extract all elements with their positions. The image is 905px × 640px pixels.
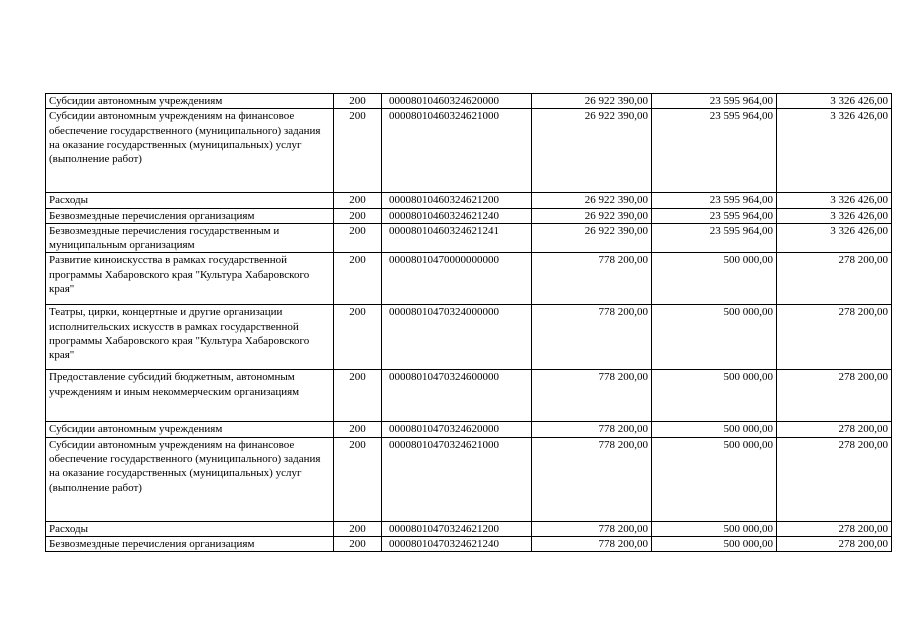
table-row <box>46 437 892 521</box>
row-amount-remaining-cell: 278 200,00 <box>777 253 892 305</box>
row-amount-remaining-cell: 3 326 426,00 <box>777 193 892 208</box>
row-kbk-cell: 00008010470324600000 <box>382 370 532 422</box>
table-row <box>46 253 892 305</box>
row-name-cell: Субсидии автономным учреждениям <box>46 94 334 109</box>
row-amount-executed-cell: 500 000,00 <box>652 253 777 305</box>
row-code-cell: 200 <box>334 521 382 536</box>
row-code-cell: 200 <box>334 253 382 305</box>
row-code-cell: 200 <box>334 437 382 521</box>
row-name-cell: Безвозмездные перечисления государственным и муниципальным организациям <box>46 223 334 253</box>
row-amount-remaining-cell: 278 200,00 <box>777 521 892 536</box>
budget-table-body <box>46 94 892 552</box>
row-amount-total-cell: 26 922 390,00 <box>532 223 652 253</box>
row-kbk-cell: 00008010460324621000 <box>382 109 532 193</box>
row-code-cell: 200 <box>334 208 382 223</box>
row-kbk-cell: 00008010470324621000 <box>382 437 532 521</box>
row-amount-executed-cell: 500 000,00 <box>652 422 777 437</box>
row-name-cell: Субсидии автономным учреждениям <box>46 422 334 437</box>
table-row <box>46 208 892 223</box>
row-code-cell: 200 <box>334 422 382 437</box>
row-amount-remaining-cell: 278 200,00 <box>777 537 892 552</box>
row-amount-remaining-cell: 3 326 426,00 <box>777 208 892 223</box>
row-amount-total-cell: 778 200,00 <box>532 422 652 437</box>
row-amount-remaining-cell: 278 200,00 <box>777 370 892 422</box>
table-row <box>46 305 892 370</box>
row-name-cell: Субсидии автономным учреждениям на финансовое обеспечение государственного (муниципального) задания на оказание государственных (муниципальных) услуг (выполнение работ) <box>46 109 334 193</box>
row-amount-total-cell: 26 922 390,00 <box>532 208 652 223</box>
row-kbk-cell: 00008010470324621240 <box>382 537 532 552</box>
row-name-cell: Субсидии автономным учреждениям на финансовое обеспечение государственного (муниципального) задания на оказание государственных (муниципальных) услуг (выполнение работ) <box>46 437 334 521</box>
row-name-cell: Расходы <box>46 521 334 536</box>
row-kbk-cell: 00008010460324621200 <box>382 193 532 208</box>
row-amount-executed-cell: 500 000,00 <box>652 437 777 521</box>
row-kbk-cell: 00008010470324621200 <box>382 521 532 536</box>
row-name-cell: Расходы <box>46 193 334 208</box>
row-amount-total-cell: 778 200,00 <box>532 253 652 305</box>
row-kbk-cell: 00008010470324620000 <box>382 422 532 437</box>
table-row <box>46 370 892 422</box>
table-row <box>46 94 892 109</box>
row-amount-total-cell: 778 200,00 <box>532 521 652 536</box>
row-amount-executed-cell: 500 000,00 <box>652 305 777 370</box>
row-code-cell: 200 <box>334 223 382 253</box>
row-name-cell: Безвозмездные перечисления организациям <box>46 537 334 552</box>
row-kbk-cell: 00008010470000000000 <box>382 253 532 305</box>
table-row <box>46 422 892 437</box>
row-name-cell: Безвозмездные перечисления организациям <box>46 208 334 223</box>
row-kbk-cell: 00008010460324621240 <box>382 208 532 223</box>
row-amount-total-cell: 26 922 390,00 <box>532 109 652 193</box>
row-amount-executed-cell: 23 595 964,00 <box>652 94 777 109</box>
row-amount-total-cell: 26 922 390,00 <box>532 193 652 208</box>
row-amount-total-cell: 778 200,00 <box>532 305 652 370</box>
row-kbk-cell: 00008010470324000000 <box>382 305 532 370</box>
row-code-cell: 200 <box>334 109 382 193</box>
row-kbk-cell: 00008010460324621241 <box>382 223 532 253</box>
row-amount-executed-cell: 23 595 964,00 <box>652 208 777 223</box>
row-amount-executed-cell: 500 000,00 <box>652 537 777 552</box>
table-row <box>46 193 892 208</box>
row-amount-total-cell: 778 200,00 <box>532 370 652 422</box>
row-amount-executed-cell: 23 595 964,00 <box>652 193 777 208</box>
row-code-cell: 200 <box>334 537 382 552</box>
row-amount-remaining-cell: 3 326 426,00 <box>777 109 892 193</box>
row-code-cell: 200 <box>334 370 382 422</box>
row-amount-remaining-cell: 278 200,00 <box>777 305 892 370</box>
row-amount-total-cell: 778 200,00 <box>532 537 652 552</box>
table-row <box>46 223 892 253</box>
row-amount-executed-cell: 23 595 964,00 <box>652 109 777 193</box>
row-amount-total-cell: 778 200,00 <box>532 437 652 521</box>
row-name-cell: Предоставление субсидий бюджетным, автономным учреждениям и иным некоммерческим организациям <box>46 370 334 422</box>
row-amount-remaining-cell: 3 326 426,00 <box>777 223 892 253</box>
row-code-cell: 200 <box>334 193 382 208</box>
row-amount-remaining-cell: 278 200,00 <box>777 422 892 437</box>
row-name-cell: Развитие киноискусства в рамках государственной программы Хабаровского края "Культура Хабаровского края" <box>46 253 334 305</box>
table-row <box>46 537 892 552</box>
row-kbk-cell: 00008010460324620000 <box>382 94 532 109</box>
budget-table <box>45 93 892 552</box>
row-amount-executed-cell: 23 595 964,00 <box>652 223 777 253</box>
row-amount-remaining-cell: 278 200,00 <box>777 437 892 521</box>
row-code-cell: 200 <box>334 305 382 370</box>
row-amount-total-cell: 26 922 390,00 <box>532 94 652 109</box>
table-row <box>46 109 892 193</box>
row-amount-remaining-cell: 3 326 426,00 <box>777 94 892 109</box>
row-amount-executed-cell: 500 000,00 <box>652 370 777 422</box>
row-name-cell: Театры, цирки, концертные и другие организации исполнительских искусств в рамках государственной программы Хабаровского края "Культура Хабаровского края" <box>46 305 334 370</box>
row-amount-executed-cell: 500 000,00 <box>652 521 777 536</box>
table-row <box>46 521 892 536</box>
row-code-cell: 200 <box>334 94 382 109</box>
